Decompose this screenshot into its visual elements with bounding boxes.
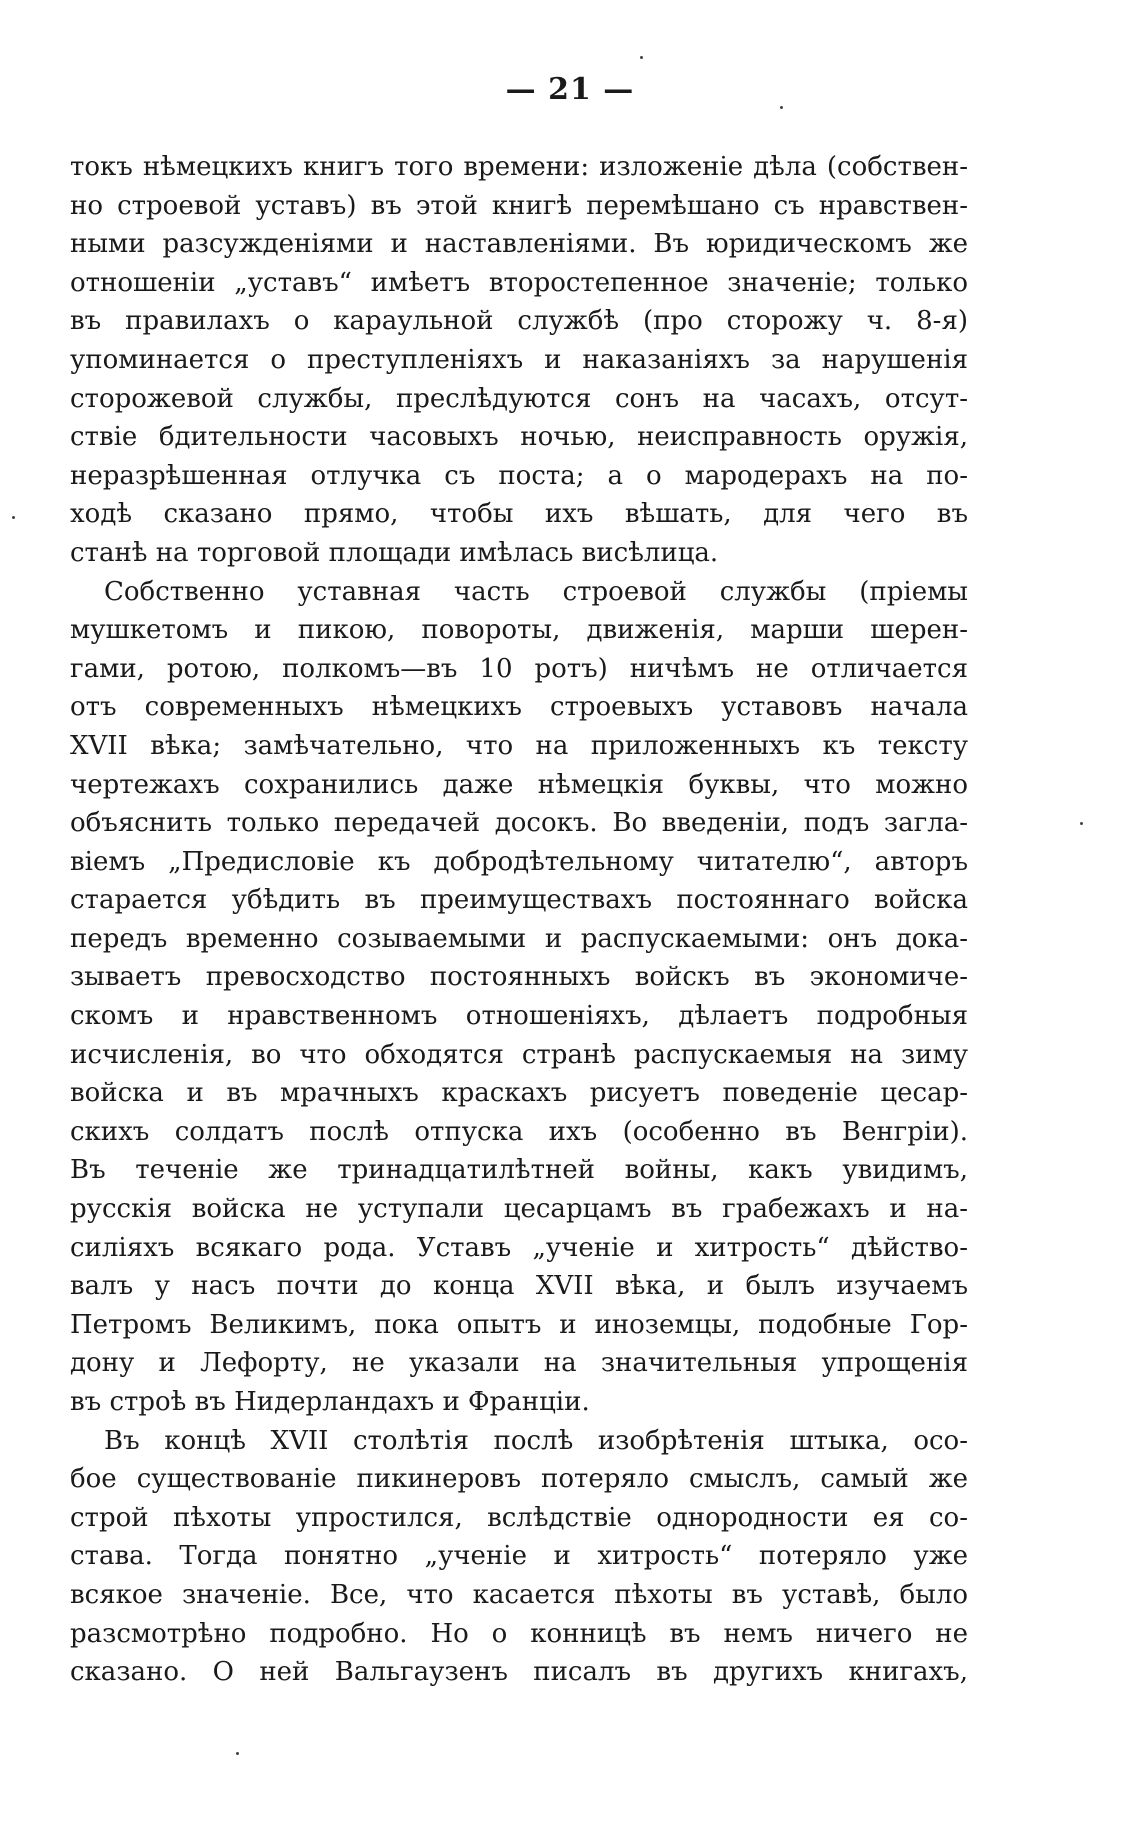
text-line: строй пѣхоты упростился, вслѣдствіе однородности ея со- — [70, 1502, 968, 1533]
page-number: — 21 — — [505, 72, 635, 107]
text-line: мушкетомъ и пикою, повороты, движенія, марши шерен- — [70, 615, 968, 646]
text-line: исчисленія, во что обходятся странѣ распускаемыя на зиму — [70, 1039, 968, 1070]
paragraph-1 — [70, 148, 968, 573]
text-line: сказано. О ней Вальгаузенъ писалъ въ другихъ книгахъ, — [70, 1657, 968, 1688]
text-line: чертежахъ сохранились даже нѣмецкія буквы, что можно — [70, 769, 968, 800]
text-line: ходѣ сказано прямо, чтобы ихъ вѣшать, для чего въ — [70, 499, 968, 530]
text-line: скомъ и нравственномъ отношеніяхъ, дѣлаетъ подробныя — [70, 1001, 968, 1032]
text-line: отношеніи „уставъ“ имѣетъ второстепенное значеніе; только — [70, 267, 968, 298]
text-line: дону и Лефорту, не указали на значительныя упрощенія — [70, 1348, 968, 1379]
body-text — [70, 148, 968, 1692]
text-line: токъ нѣмецкихъ книгъ того времени: изложеніе дѣла (собствен- — [70, 152, 968, 182]
text-line: объяснить только передачей досокъ. Во введеніи, подъ загла- — [70, 808, 968, 839]
text-line: валъ у насъ почти до конца XVII вѣка, и былъ изучаемъ — [70, 1271, 968, 1302]
print-speck — [780, 106, 783, 109]
paragraph-3 — [70, 1422, 968, 1692]
text-line: разсмотрѣно подробно. Но о конницѣ въ немъ ничего не — [70, 1618, 968, 1649]
text-line: Въ концѣ XVII столѣтія послѣ изобрѣтенія штыка, осо- — [104, 1425, 968, 1456]
text-line: віемъ „Предисловіе къ добродѣтельному читателю“, авторъ — [70, 846, 968, 877]
text-line: сторожевой службы, преслѣдуются сонъ на часахъ, отсут- — [70, 383, 968, 414]
text-line: но строевой уставъ) въ этой книгѣ перемѣшано съ нравствен- — [70, 190, 968, 221]
text-line: отъ современныхъ нѣмецкихъ строевыхъ уставовъ начала — [70, 692, 968, 723]
text-line: русскія войска не уступали цесарцамъ въ грабежахъ и на- — [70, 1194, 968, 1225]
print-speck — [640, 56, 643, 59]
text-line: упоминается о преступленіяхъ и наказаніяхъ за нарушенія — [70, 344, 968, 375]
text-line: бое существованіе пикинеровъ потеряло смыслъ, самый же — [70, 1464, 968, 1495]
text-line: зываетъ превосходство постоянныхъ войскъ въ экономиче- — [70, 962, 968, 993]
text-line: XVII вѣка; замѣчательно, что на приложенныхъ къ тексту — [70, 730, 968, 761]
text-line: передъ временно созываемыми и распускаемыми: онъ дока- — [70, 923, 968, 954]
text-line: войска и въ мрачныхъ краскахъ рисуетъ поведеніе цесар- — [70, 1078, 968, 1109]
text-line: старается убѣдить въ преимуществахъ постояннаго войска — [70, 885, 968, 916]
text-line: скихъ солдатъ послѣ отпуска ихъ (особенно въ Венгріи). — [70, 1116, 968, 1147]
text-line: става. Тогда понятно „ученіе и хитрость“ потеряло уже — [70, 1541, 968, 1572]
text-line: силіяхъ всякаго рода. Уставъ „ученіе и хитрость“ дѣйство- — [70, 1232, 968, 1263]
paragraph-2 — [70, 573, 968, 1422]
text-line: ными разсужденіями и наставленіями. Въ юридическомъ же — [70, 229, 968, 260]
print-speck — [236, 1752, 239, 1755]
text-line: гами, ротою, полкомъ—въ 10 ротъ) ничѣмъ не отличается — [70, 653, 968, 684]
print-speck — [1080, 822, 1083, 825]
text-line: неразрѣшенная отлучка съ поста; а о мародерахъ на по- — [70, 460, 968, 491]
text-line: Въ теченіе же тринадцатилѣтней войны, какъ увидимъ, — [70, 1155, 968, 1186]
text-line: въ правилахъ о караульной службѣ (про сторожу ч. 8-я) — [70, 306, 968, 337]
print-speck — [12, 516, 15, 519]
text-line: всякое значеніе. Все, что касается пѣхоты въ уставѣ, было — [70, 1579, 968, 1610]
text-line: ствіе бдительности часовыхъ ночью, неисправность оружія, — [70, 422, 968, 453]
text-line: Собственно уставная часть строевой службы (пріемы — [104, 576, 968, 607]
text-line: въ строѣ въ Нидерландахъ и Франціи. — [70, 1387, 590, 1417]
text-line: станѣ на торговой площади имѣлась висѣлица. — [70, 537, 719, 568]
text-line: Петромъ Великимъ, пока опытъ и иноземцы, подобные Гор- — [70, 1309, 968, 1340]
